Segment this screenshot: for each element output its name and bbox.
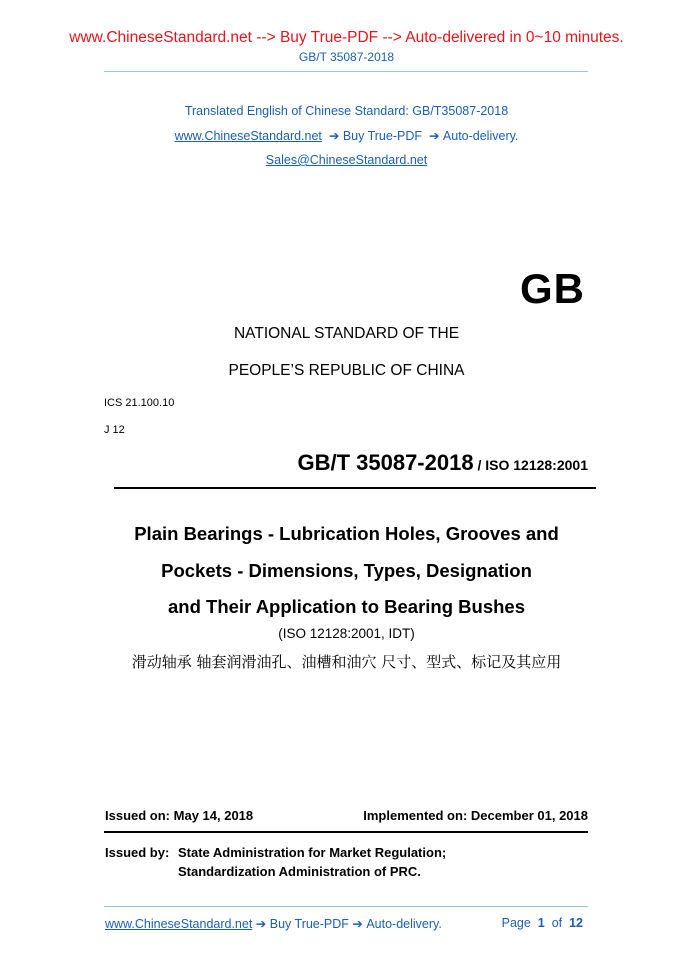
title-line3: and Their Application to Bearing Bushes [167,596,526,617]
adoption-note: (ISO 12128:2001, IDT) [278,626,415,641]
implemented-label: Implemented on: [363,808,468,823]
iso-equivalent: / ISO 12128:2001 [473,457,588,473]
delivery-text: Auto-delivery. [442,129,519,143]
buy-text: Buy True-PDF [342,129,422,143]
arrow-icon: ➔ [252,917,270,931]
footer-divider [104,906,588,907]
ccs-code: J 12 [104,424,125,436]
footer-buy-text: Buy True-PDF [269,917,349,931]
footer-delivery-text: Auto-delivery. [366,917,442,931]
issuer-line2: Standardization Administration of PRC. [178,864,421,879]
title-line1: Plain Bearings - Lubrication Holes, Grooves and [134,523,559,544]
footer-site-link[interactable]: www.ChineseStandard.net [105,917,253,931]
arrow-icon: ➔ [425,129,443,143]
national-standard-line1: NATIONAL STANDARD OF THE [233,325,460,342]
top-banner-link[interactable]: www.ChineseStandard.net --> Buy True-PDF --> Auto-delivered in 0~10 minutes. [69,29,624,46]
standard-number-block [297,450,588,476]
banner-standard-number: GB/T 35087-2018 [298,50,395,64]
implemented-on [363,808,588,823]
title-line2: Pockets - Dimensions, Types, Designation [161,560,532,581]
dates-rule [104,831,588,833]
translation-links [0,128,693,143]
standard-number: GB/T 35087-2018 [297,450,474,475]
issuer-label: Issued by: [105,845,170,860]
issued-date: May 14, 2018 [173,808,254,823]
arrow-icon: ➔ [325,129,343,143]
page-label: Page [501,916,531,930]
national-standard-line2: PEOPLE’S REPUBLIC OF CHINA [228,362,465,379]
issued-label: Issued on: [105,808,171,823]
issuer-line1: State Administration for Market Regulation; [178,845,447,860]
ics-code: ICS 21.100.10 [104,397,175,409]
footer-links [105,916,442,931]
implemented-date: December 01, 2018 [470,808,588,823]
page-total: 12 [569,916,583,930]
of-label: of [551,916,563,930]
issued-on [105,808,253,823]
gb-logo: GB [520,265,585,312]
banner-divider [104,71,588,72]
page-indicator [502,916,583,930]
email-link[interactable]: Sales@ChineseStandard.net [265,153,428,167]
translation-note: Translated English of Chinese Standard: GB/T35087-2018 [184,104,509,118]
header-rule [114,487,596,489]
site-link[interactable]: www.ChineseStandard.net [174,129,322,143]
page-current: 1 [537,916,545,930]
arrow-icon: ➔ [348,917,367,931]
chinese-title: 滑动轴承 轴套润滑油孔、油槽和油穴 尺寸、型式、标记及其应用 [131,653,562,671]
